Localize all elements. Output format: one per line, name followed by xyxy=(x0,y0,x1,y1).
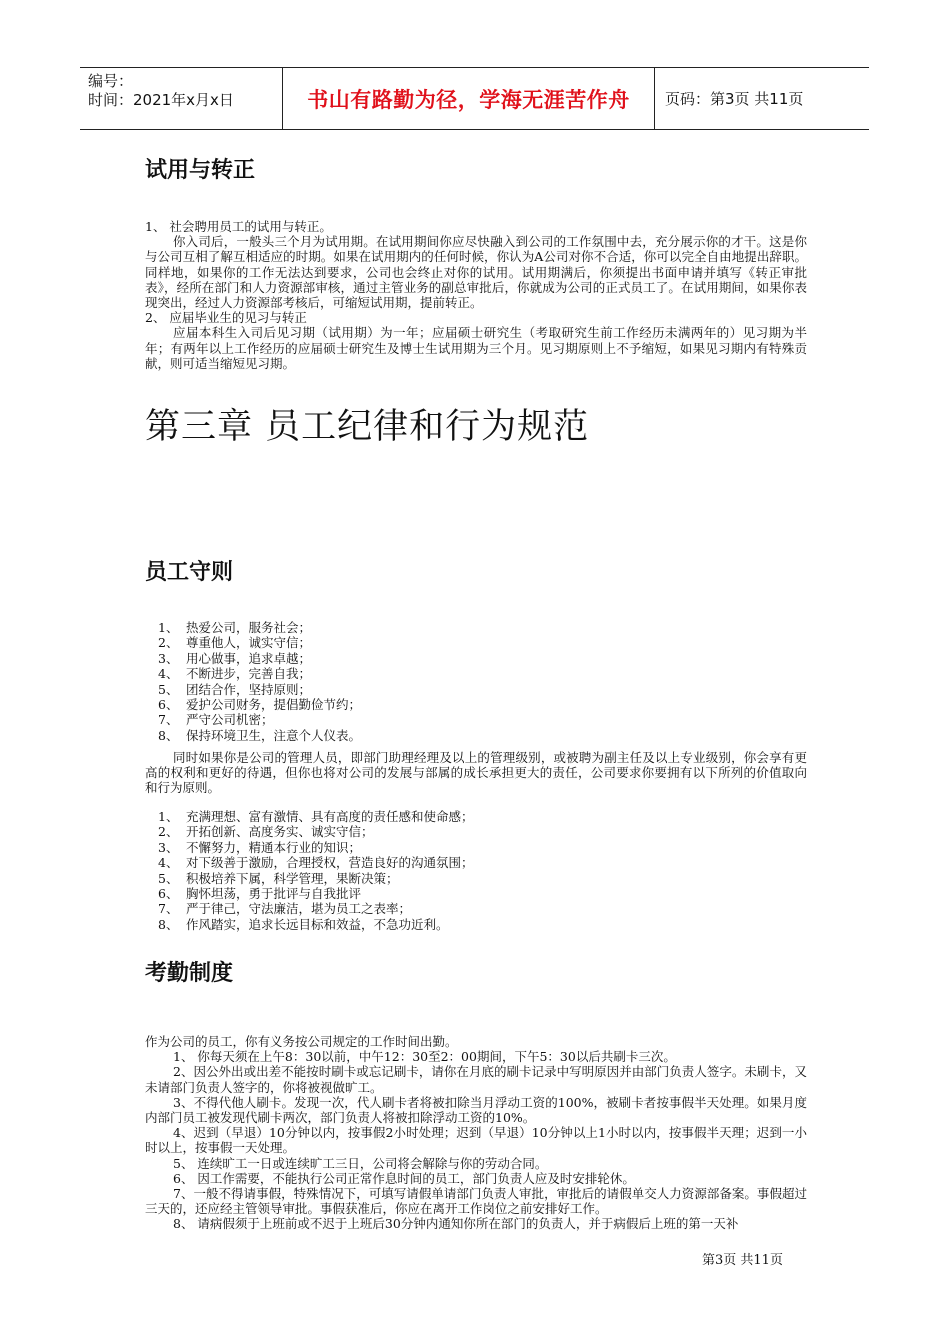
rule-item xyxy=(158,712,361,727)
attendance-body xyxy=(145,1034,807,1232)
list-item-text: 开拓创新、高度务实、诚实守信； xyxy=(186,824,374,840)
chapter-title: 第三章 员工纪律和行为规范 xyxy=(145,407,590,447)
attendance-item: 7、一般不得请事假，特殊情况下，可填写请假单请部门负责人审批，审批后的请假单交人力资源部备案。事假超过三天的，还应经主管领导审批。事假获准后，你应在离开工作岗位之前安排好工作。 xyxy=(145,1186,807,1217)
list-item-number: 2、 xyxy=(158,824,179,840)
manager-principles-list xyxy=(158,809,474,932)
header-number: 编号： xyxy=(88,72,134,90)
rule-item xyxy=(158,728,361,743)
list-item-text: 严守公司机密； xyxy=(186,712,274,728)
page-header xyxy=(80,67,869,130)
principle-item xyxy=(158,840,474,855)
attendance-item: 8、 请病假须于上班前或不迟于上班后30分钟内通知你所在部门的负责人，并于病假后上班的第一天补 xyxy=(173,1216,739,1232)
list-item-number: 4、 xyxy=(158,666,179,682)
list-item-number: 5、 xyxy=(158,681,179,697)
list-item-text: 不断进步，完善自我； xyxy=(186,666,312,682)
section-title-attendance: 考勤制度 xyxy=(145,961,234,986)
list-item-number: 4、 xyxy=(158,855,179,871)
attendance-item: 6、 因工作需要，不能执行公司正常作息时间的员工，部门负责人应及时安排轮休。 xyxy=(173,1170,635,1186)
trial-item-1-head: 1、 社会聘用员工的试用与转正。 xyxy=(145,219,332,234)
trial-item-2-body: 应届本科生入司后见习期（试用期）为一年；应届硕士研究生（考取研究生前工作经历未满两年的）见习期为半年；有两年以上工作经历的应届硕士研究生及博士生试用期为三个月。见习期原则上不予缩短，如果见习期内有特殊贡献，则可适当缩短见习期。 xyxy=(145,325,807,371)
attendance-item: 3、不得代他人刷卡。发现一次，代人刷卡者将被扣除当月浮动工资的100%，被刷卡者按事假半天处理。如果月度内部门员工被发现代刷卡两次，部门负责人将被扣除浮动工资的10%。 xyxy=(145,1094,807,1126)
header-motto: 书山有路勤为径，学海无涯苦作舟 xyxy=(282,68,655,129)
header-info xyxy=(80,68,282,129)
principle-item xyxy=(158,824,474,839)
list-item-text: 尊重他人，诚实守信； xyxy=(186,635,312,651)
rules-list xyxy=(158,620,361,743)
list-item-number: 8、 xyxy=(158,727,179,743)
attendance-item: 2、因公外出或出差不能按时刷卡或忘记刷卡，请你在月底的刷卡记录中写明原因并由部门负责人签字。未刷卡，又未请部门负责人签字的，你将被视做旷工。 xyxy=(145,1064,807,1095)
list-item-text: 保持环境卫生，注意个人仪表。 xyxy=(186,727,362,743)
list-item-text: 团结合作，坚持原则； xyxy=(186,681,312,697)
trial-item-2-head: 2、 应届毕业生的见习与转正 xyxy=(145,310,307,326)
rule-item xyxy=(158,635,361,650)
principle-item xyxy=(158,901,474,916)
rule-item xyxy=(158,666,361,681)
list-item-text: 积极培养下属，科学管理，果断决策； xyxy=(186,870,399,886)
section-title-rules: 员工守则 xyxy=(145,560,234,585)
list-item-text: 不懈努力，精通本行业的知识； xyxy=(186,839,362,855)
attendance-intro: 作为公司的员工，你有义务按公司规定的工作时间出勤。 xyxy=(145,1034,458,1049)
list-item-number: 1、 xyxy=(158,620,179,635)
rule-item xyxy=(158,682,361,697)
list-item-number: 1、 xyxy=(158,809,179,824)
list-item-number: 6、 xyxy=(158,697,179,713)
list-item-text: 爱护公司财务，提倡勤俭节约； xyxy=(186,697,362,713)
principle-item xyxy=(158,886,474,901)
section-trial-body xyxy=(145,219,807,371)
attendance-items xyxy=(145,1049,807,1231)
principle-item xyxy=(158,871,474,886)
list-item-text: 作风踏实，追求长远目标和效益，不急功近利。 xyxy=(186,916,449,932)
list-item-text: 热爱公司，服务社会； xyxy=(186,620,312,635)
list-item-number: 3、 xyxy=(158,650,179,666)
principle-item xyxy=(158,917,474,932)
rule-item xyxy=(158,620,361,635)
list-item-text: 充满理想、富有激情、具有高度的责任感和使命感； xyxy=(186,809,474,824)
attendance-item: 5、 连续旷工一日或连续旷工三日，公司将会解除与你的劳动合同。 xyxy=(173,1155,548,1171)
list-item-text: 用心做事，追求卓越； xyxy=(186,650,312,666)
list-item-text: 严于律己，守法廉洁，堪为员工之表率； xyxy=(186,901,412,917)
section-title-trial: 试用与转正 xyxy=(145,158,256,183)
list-item-number: 7、 xyxy=(158,712,179,728)
header-page-number: 页码：第3页 共11页 xyxy=(665,90,804,108)
list-item-number: 5、 xyxy=(158,870,179,886)
list-item-number: 6、 xyxy=(158,886,179,902)
attendance-item: 1、 你每天须在上午8：30以前，中午12：30至2：00期间，下午5：30以后共刷卡三次。 xyxy=(173,1049,676,1065)
list-item-number: 7、 xyxy=(158,901,179,917)
rules-paragraph-wrap xyxy=(145,750,807,796)
list-item-text: 胸怀坦荡，勇于批评与自我批评 xyxy=(186,886,362,902)
rule-item xyxy=(158,651,361,666)
list-item-number: 2、 xyxy=(158,635,179,651)
rule-item xyxy=(158,697,361,712)
header-time: 时间：2021年x月x日 xyxy=(88,91,234,109)
page-footer: 第3页 共11页 xyxy=(702,1253,783,1268)
attendance-item: 4、迟到（早退）10分钟以内，按事假2小时处理；迟到（早退）10分钟以上1小时以内，按事假半天理；迟到一小时以上，按事假一天处理。 xyxy=(145,1125,807,1156)
list-item-number: 8、 xyxy=(158,916,179,932)
list-item-number: 3、 xyxy=(158,839,179,855)
principle-item xyxy=(158,855,474,870)
trial-item-1-body: 你入司后，一般头三个月为试用期。在试用期间你应尽快融入到公司的工作氛围中去，充分展示你的才干。这是你与公司互相了解互相适应的时期。如果在试用期内的任何时候，你认为A公司对你不合适，你可以完全自由地提出辞职。同样地，如果你的工作无法达到要求，公司也会终止对你的试用。试用期满后，你须提出书面申请并填写《转正审批表》，经所在部门和人力资源部审核，通过主管业务的副总审批后，你就成为公司的正式员工了。在试用期间，如果你表现突出，经过人力资源部考核后，可缩短试用期，提前转正。 xyxy=(145,234,807,311)
list-item-text: 对下级善于激励，合理授权，营造良好的沟通氛围； xyxy=(186,855,474,871)
principle-item xyxy=(158,809,474,824)
rules-paragraph: 同时如果你是公司的管理人员，即部门助理经理及以上的管理级别，或被聘为副主任及以上专业级别，你会享有更高的权利和更好的待遇，但你也将对公司的发展与部属的成长承担更大的责任，公司要求你要拥有以下所列的价值取向和行为原则。 xyxy=(145,750,807,796)
